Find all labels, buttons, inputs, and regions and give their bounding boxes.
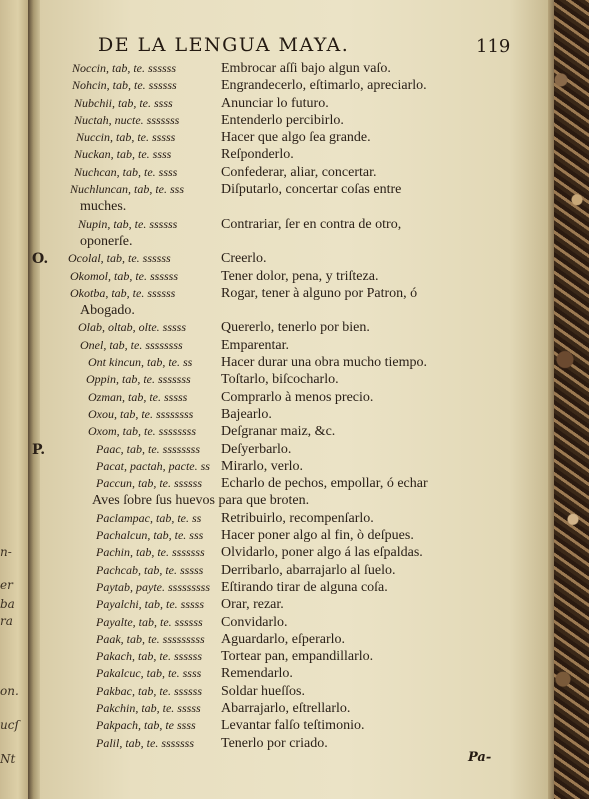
entry-definition: Tener dolor, pena, y triſteza.	[221, 268, 379, 284]
prev-page-fragment: ra	[0, 614, 13, 628]
entry-term: Pachcab, tab, te. sssss	[96, 562, 204, 577]
entry-term: Paac, tab, te. ssssssss	[96, 441, 201, 456]
entry-term: Ont kincun, tab, te. ss	[88, 355, 193, 370]
entry-term: Ocolal, tab, te. ssssss	[68, 251, 171, 266]
dictionary-entry	[32, 441, 550, 459]
entry-term: Paytab, payte. sssssssss	[96, 579, 211, 594]
entry-term: Nuchluncan, tab, te. sss	[70, 182, 184, 197]
entry-definition: Retribuirlo, recompenſarlo.	[221, 510, 374, 526]
dictionary-entry	[40, 511, 550, 528]
prev-page-fragment: n-	[0, 545, 12, 559]
dictionary-entry	[40, 78, 550, 95]
dictionary-entry	[40, 182, 550, 217]
entry-term: Pacat, pactah, pacte. ss	[96, 458, 210, 473]
dictionary-entry	[40, 147, 550, 164]
entry-continuation: Abogado.	[80, 302, 135, 318]
entry-definition: Remendarlo.	[221, 666, 293, 682]
entry-term: Pakchin, tab, te. sssss	[96, 700, 201, 715]
dictionary-entry	[40, 355, 550, 372]
entry-definition: Olvidarlo, poner algo á las eſpaldas.	[221, 545, 423, 561]
marbled-cover	[549, 0, 589, 799]
dictionary-entry	[40, 476, 550, 511]
dictionary-entry	[40, 269, 550, 286]
entry-continuation: oponerſe.	[80, 233, 133, 249]
entry-definition: Comprarlo à menos precio.	[221, 389, 374, 405]
entry-definition: Orar, rezar.	[221, 597, 284, 613]
dictionary-entries	[32, 61, 550, 753]
entry-definition: Toſtarlo, biſcocharlo.	[221, 372, 339, 388]
entry-definition: Entenderlo percibirlo.	[221, 112, 344, 128]
entry-definition: Abarrajarlo, eſtrellarlo.	[221, 700, 351, 716]
entry-term: Nupin, tab, te. ssssss	[78, 216, 178, 231]
entry-definition: Hacer poner algo al fin, ò deſpues.	[221, 528, 414, 544]
dictionary-entry	[40, 165, 550, 182]
entry-definition: Convidarlo.	[221, 614, 288, 630]
entry-term: Okomol, tab, te. ssssss	[70, 268, 179, 283]
dictionary-entry	[40, 286, 550, 321]
entry-term: Pachin, tab, te. sssssss	[96, 545, 205, 560]
entry-continuation: muches.	[80, 199, 127, 215]
entry-definition: Quererlo, tenerlo por bien.	[221, 320, 370, 336]
entry-definition: Hacer durar una obra mucho tiempo.	[221, 355, 428, 371]
entry-term: Okotba, tab, te. ssssss	[70, 285, 176, 300]
entry-definition: Tenerlo por criado.	[221, 735, 328, 751]
entry-term: Oxom, tab, te. ssssssss	[88, 424, 197, 439]
running-head: DE LA LENGUA MAYA.	[98, 34, 350, 56]
entry-term: Nubchii, tab, te. ssss	[74, 95, 173, 110]
entry-term: Olab, oltab, olte. sssss	[78, 320, 187, 335]
entry-definition: Echarlo de pechos, empollar, ó echar	[221, 476, 428, 492]
prev-page-fragment: on.	[0, 684, 19, 698]
entry-definition: Anunciar lo futuro.	[221, 95, 329, 111]
entry-definition: Rogar, tener à alguno por Patron, ó	[221, 285, 418, 301]
dictionary-entry	[40, 61, 550, 78]
entry-definition: Confederar, aliar, concertar.	[221, 164, 377, 180]
dictionary-entry	[32, 251, 550, 268]
dictionary-entry	[40, 684, 550, 701]
prev-page-fragment: er	[0, 578, 13, 592]
entry-definition: Eſtirando tirar de alguna coſa.	[221, 579, 388, 595]
entry-definition: Levantar falſo teſtimonio.	[221, 718, 365, 734]
prev-page-fragment: Nt	[0, 752, 16, 766]
page-number: 119	[476, 36, 511, 57]
entry-term: Nohcin, tab, te. ssssss	[72, 78, 177, 93]
dictionary-entry	[40, 130, 550, 147]
dictionary-entry	[40, 459, 550, 476]
dictionary-entry	[40, 649, 550, 666]
dictionary-entry	[40, 338, 550, 355]
entry-term: Pakalcuc, tab, te. ssss	[96, 666, 202, 681]
section-letter: O.	[32, 251, 49, 268]
dictionary-entry	[40, 701, 550, 718]
dictionary-entry	[40, 615, 550, 632]
prev-page-fragment: ucſ	[0, 718, 19, 732]
dictionary-entry	[40, 320, 550, 337]
entry-definition: Deſgranar maiz, &c.	[221, 424, 336, 440]
entry-definition: Tortear pan, empandillarlo.	[221, 649, 374, 665]
entry-definition: Mirarlo, verlo.	[221, 458, 304, 474]
entry-term: Nuckan, tab, te. ssss	[74, 147, 172, 162]
entry-term: Pakpach, tab, te ssss	[96, 718, 196, 733]
entry-term: Paccun, tab, te. ssssss	[96, 476, 202, 491]
entry-term: Palil, tab, te. sssssss	[96, 735, 195, 750]
page	[32, 0, 550, 799]
entry-definition: Soldar hueſſos.	[221, 683, 305, 699]
entry-term: Nuccin, tab, te. sssss	[76, 130, 176, 145]
entry-term: Nuctah, nucte. sssssss	[74, 112, 180, 127]
dictionary-entry	[40, 528, 550, 545]
entry-continuation: Aves ſobre ſus huevos para que broten.	[92, 493, 310, 509]
entry-definition: Diſputarlo, concertar coſas entre	[221, 182, 402, 198]
entry-term: Oppin, tab, te. sssssss	[86, 372, 191, 387]
entry-definition: Hacer que algo ſea grande.	[221, 130, 371, 146]
entry-definition: Reſponderlo.	[221, 147, 294, 163]
entry-term: Ozman, tab, te. sssss	[88, 389, 188, 404]
entry-definition: Aguardarlo, eſperarlo.	[221, 631, 345, 647]
dictionary-entry	[40, 424, 550, 441]
entry-term: Paak, tab, te. sssssssss	[96, 631, 205, 646]
entry-definition: Creerlo.	[221, 251, 267, 267]
dictionary-entry	[40, 563, 550, 580]
dictionary-entry	[40, 372, 550, 389]
dictionary-entry	[40, 580, 550, 597]
prev-page-fragment: ba	[0, 597, 15, 611]
catchword: Pa-	[468, 750, 492, 765]
dictionary-entry	[40, 113, 550, 130]
previous-page-edge	[0, 0, 30, 799]
entry-term: Payalchi, tab, te. sssss	[96, 597, 204, 612]
entry-definition: Bajearlo.	[221, 406, 272, 422]
entry-term: Noccin, tab, te. ssssss	[72, 61, 177, 75]
entry-definition: Derribarlo, abarrajarlo al ſuelo.	[221, 562, 396, 578]
entry-term: Paclampac, tab, te. ss	[96, 510, 202, 525]
entry-term: Nuchcan, tab, te. ssss	[74, 164, 178, 179]
entry-definition: Emparentar.	[221, 337, 290, 353]
section-letter: P.	[32, 441, 46, 458]
entry-definition: Embrocar aſſi bajo algun vaſo.	[221, 61, 391, 76]
entry-definition: Contrariar, ſer en contra de otro,	[221, 216, 402, 232]
dictionary-entry	[40, 407, 550, 424]
dictionary-entry	[40, 96, 550, 113]
page-edge	[548, 0, 554, 799]
entry-definition: Deſyerbarlo.	[221, 441, 292, 457]
entry-term: Pakbac, tab, te. ssssss	[96, 683, 202, 698]
entry-term: Pachalcun, tab, te. sss	[96, 528, 204, 543]
dictionary-entry	[40, 718, 550, 735]
entry-term: Payalte, tab, te. ssssss	[96, 614, 203, 629]
dictionary-entry	[40, 632, 550, 649]
entry-definition: Engrandecerlo, eſtimarlo, apreciarlo.	[221, 78, 427, 94]
entry-term: Onel, tab, te. ssssssss	[80, 337, 183, 352]
entry-term: Oxou, tab, te. ssssssss	[88, 406, 194, 421]
dictionary-entry	[40, 597, 550, 614]
dictionary-entry	[40, 545, 550, 562]
dictionary-entry	[40, 666, 550, 683]
entry-term: Pakach, tab, te. ssssss	[96, 649, 202, 664]
dictionary-entry	[40, 217, 550, 252]
dictionary-entry	[40, 390, 550, 407]
